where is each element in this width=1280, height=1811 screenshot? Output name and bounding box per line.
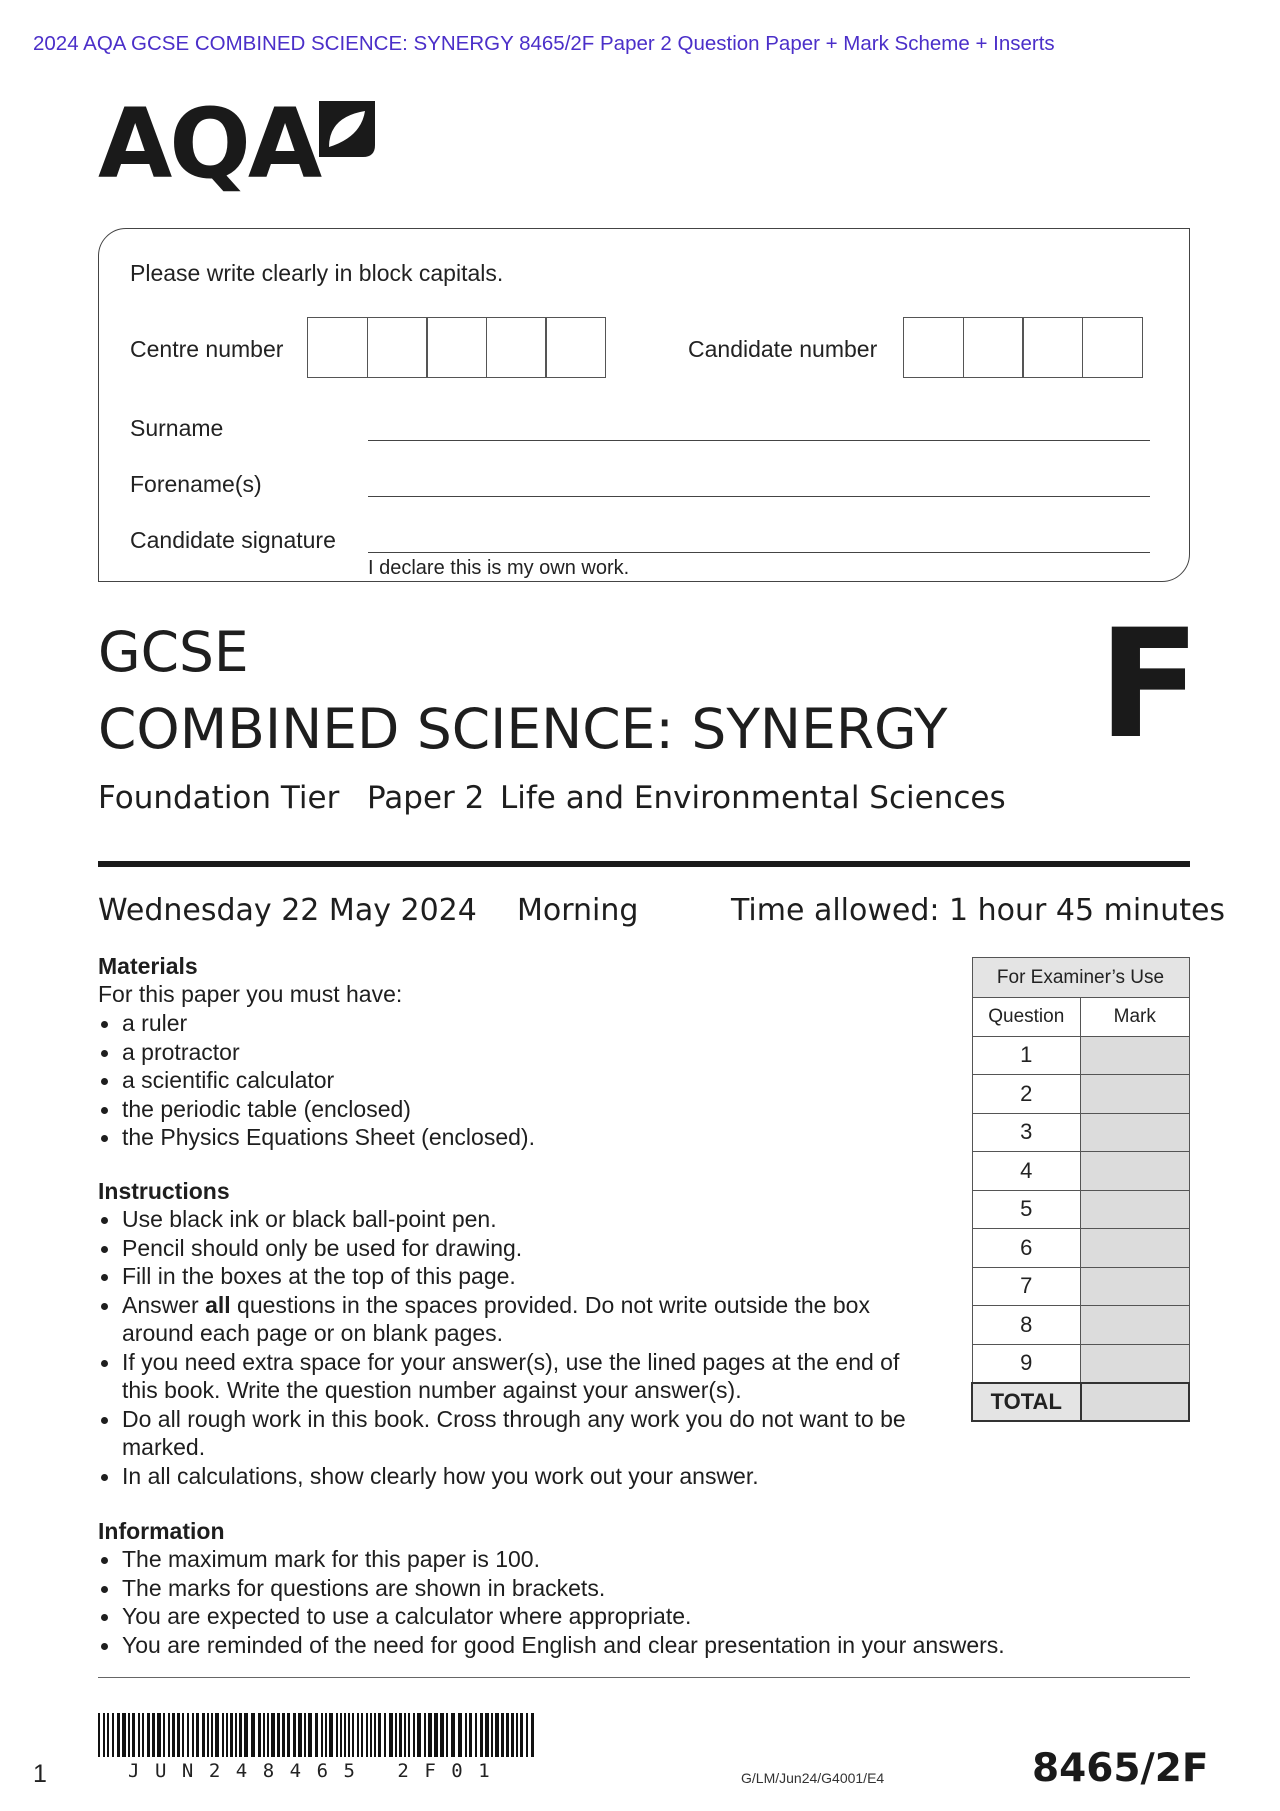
barcode-bar	[163, 1713, 165, 1757]
barcode-bar	[282, 1713, 285, 1757]
barcode-bar	[465, 1713, 467, 1757]
answer-rest: questions in the spaces provided. Do not write outside the box around each page or on blank pages.	[122, 1291, 870, 1346]
barcode-bar	[196, 1713, 199, 1757]
examiner-table-title: For Examiner’s Use	[972, 958, 1189, 998]
list-item: Do all rough work in this book. Cross through any work you do not want to be marked.	[98, 1405, 938, 1462]
page-number: 1	[33, 1760, 47, 1788]
barcode-bar	[293, 1713, 296, 1757]
barcode-bar	[172, 1713, 175, 1757]
candidate-number-digit-box[interactable]	[1022, 317, 1083, 378]
question-number: 2	[972, 1075, 1081, 1114]
barcode-bar	[147, 1713, 150, 1757]
title-divider	[98, 861, 1190, 867]
qualification-title: GCSE	[98, 620, 249, 684]
mark-cell[interactable]	[1081, 1075, 1190, 1114]
barcode-bar	[348, 1713, 350, 1757]
barcode-bar	[520, 1713, 523, 1757]
barcode-bar	[263, 1713, 265, 1757]
list-item: The maximum mark for this paper is 100.	[98, 1545, 1178, 1574]
list-item: The marks for questions are shown in brackets.	[98, 1574, 1178, 1603]
candidate-number-label: Candidate number	[688, 336, 878, 362]
barcode-bar	[501, 1713, 504, 1757]
surname-label: Surname	[130, 415, 224, 441]
barcode-bar	[251, 1713, 255, 1757]
centre-number-digit-box[interactable]	[486, 317, 547, 378]
paper-subject-label: Life and Environmental Sciences	[500, 780, 1006, 816]
mark-cell[interactable]	[1081, 1113, 1190, 1152]
list-item: You are expected to use a calculator where appropriate.	[98, 1602, 1178, 1631]
barcode-bar	[340, 1713, 342, 1757]
centre-number-digit-box[interactable]	[545, 317, 606, 378]
barcode-bar	[531, 1713, 534, 1757]
barcode-bar	[287, 1713, 290, 1757]
barcode-bar	[469, 1713, 472, 1757]
mark-cell[interactable]	[1081, 1036, 1190, 1075]
mark-cell[interactable]	[1081, 1152, 1190, 1191]
subject-title: COMBINED SCIENCE: SYNERGY	[98, 697, 948, 761]
barcode-bar	[239, 1713, 242, 1757]
exam-session: Morning	[517, 893, 639, 928]
barcode-bar	[222, 1713, 224, 1757]
barcode-icon	[98, 1713, 538, 1757]
list-item: In all calculations, show clearly how you work out your answer.	[98, 1462, 938, 1491]
barcode-bar	[446, 1713, 448, 1757]
barcode-bar	[336, 1713, 338, 1757]
barcode-bar	[361, 1713, 363, 1757]
question-number: 4	[972, 1152, 1081, 1191]
barcode-bar	[506, 1713, 509, 1757]
answer-emphasis: all	[205, 1291, 231, 1318]
barcode-bar	[187, 1713, 189, 1757]
tier-label: Foundation Tier	[98, 780, 340, 816]
centre-number-digit-box[interactable]	[367, 317, 428, 378]
barcode-bar	[321, 1713, 323, 1757]
question-number: 6	[972, 1229, 1081, 1268]
barcode-bar	[138, 1713, 140, 1757]
barcode-bar	[491, 1713, 493, 1757]
barcode-bar	[451, 1713, 455, 1757]
barcode-bar	[378, 1713, 381, 1757]
barcode-bar	[352, 1713, 354, 1757]
barcode-bar	[192, 1713, 194, 1757]
barcode-bar	[370, 1713, 372, 1757]
list-item: the periodic table (enclosed)	[98, 1095, 938, 1124]
barcode-bar	[526, 1713, 528, 1757]
instructions-section	[98, 1178, 938, 1490]
information-heading: Information	[98, 1518, 225, 1544]
barcode-bar	[103, 1713, 105, 1757]
exam-date: Wednesday 22 May 2024	[98, 893, 477, 928]
mark-cell[interactable]	[1081, 1306, 1190, 1345]
candidate-number-boxes[interactable]	[903, 317, 1143, 378]
barcode-bar	[152, 1713, 155, 1757]
total-label: TOTAL	[972, 1383, 1081, 1422]
barcode-bar	[235, 1713, 237, 1757]
aqa-logo	[98, 88, 320, 200]
barcode-bar	[344, 1713, 346, 1757]
barcode-bar	[112, 1713, 114, 1757]
barcode-bar	[211, 1713, 213, 1757]
footer-divider	[98, 1677, 1190, 1678]
barcode-bar	[215, 1713, 219, 1757]
barcode-bar	[399, 1713, 402, 1757]
barcode-bar	[389, 1713, 393, 1757]
barcode-bar	[298, 1713, 302, 1757]
list-item: Use black ink or black ball-point pen.	[98, 1205, 938, 1234]
barcode-bar	[168, 1713, 170, 1757]
barcode-bar	[485, 1713, 489, 1757]
materials-intro: For this paper you must have:	[98, 981, 403, 1007]
barcode-bar	[374, 1713, 376, 1757]
barcode-bar	[428, 1713, 432, 1757]
barcode-bar	[128, 1713, 130, 1757]
mark-cell[interactable]	[1081, 1344, 1190, 1383]
list-item: Pencil should only be used for drawing.	[98, 1234, 938, 1263]
barcode-bar	[325, 1713, 327, 1757]
barcode-bar	[98, 1713, 100, 1757]
barcode-bar	[277, 1713, 280, 1757]
aqa-logo-text: AQA	[98, 88, 320, 200]
barcode-bar	[117, 1713, 120, 1757]
barcode-bar	[424, 1713, 426, 1757]
mark-cell[interactable]	[1081, 1229, 1190, 1268]
barcode-bar	[182, 1713, 184, 1757]
total-mark-cell[interactable]	[1081, 1383, 1190, 1422]
declaration-text: I declare this is my own work.	[368, 557, 630, 579]
barcode-bar	[404, 1713, 406, 1757]
barcode-bar	[304, 1713, 306, 1757]
materials-heading: Materials	[98, 953, 198, 979]
document-title-link[interactable]: 2024 AQA GCSE COMBINED SCIENCE: SYNERGY 8465/2F Paper 2 Question Paper + Mark Scheme + Inserts	[33, 32, 1055, 55]
paper-label: Paper 2	[367, 780, 485, 816]
answer-prefix: Answer	[122, 1291, 206, 1318]
candidate-number-digit-box[interactable]	[903, 317, 964, 378]
centre-number-label: Centre number	[130, 336, 284, 362]
barcode-bar	[413, 1713, 415, 1757]
barcode-bar	[230, 1713, 233, 1757]
examiner-use-table	[971, 957, 1190, 1422]
question-number: 7	[972, 1267, 1081, 1306]
barcode-bar	[157, 1713, 161, 1757]
barcode-bar	[511, 1713, 514, 1757]
list-item: You are reminded of the need for good English and clear presentation in your answers.	[98, 1631, 1178, 1660]
barcode-bar	[177, 1713, 180, 1757]
tier-letter: F	[1098, 598, 1201, 772]
barcode-bar	[308, 1713, 312, 1757]
barcode-text: JUN248465 2F01	[128, 1760, 506, 1782]
forenames-field[interactable]	[368, 496, 1150, 497]
barcode-bar	[475, 1713, 477, 1757]
question-number: 1	[972, 1036, 1081, 1075]
barcode-bar	[107, 1713, 109, 1757]
centre-number-digit-box[interactable]	[426, 317, 487, 378]
barcode-bar	[122, 1713, 126, 1757]
list-item: Fill in the boxes at the top of this page.	[98, 1262, 938, 1291]
information-section	[98, 1518, 1178, 1659]
information-list	[98, 1545, 1178, 1659]
barcode-bar	[516, 1713, 518, 1757]
barcode-bar	[366, 1713, 368, 1757]
barcode-bar	[357, 1713, 359, 1757]
question-number: 3	[972, 1113, 1081, 1152]
barcode-bar	[329, 1713, 333, 1757]
paper-code: 8465/2F	[1032, 1746, 1209, 1791]
barcode-bar	[458, 1713, 462, 1757]
list-item: a protractor	[98, 1038, 938, 1067]
list-item	[98, 1291, 938, 1348]
mark-column-header: Mark	[1081, 998, 1190, 1037]
centre-number-boxes[interactable]	[307, 317, 606, 378]
candidate-number-digit-box[interactable]	[963, 317, 1024, 378]
barcode-bar	[408, 1713, 410, 1757]
materials-list	[98, 1009, 938, 1152]
question-number: 5	[972, 1190, 1081, 1229]
list-item: If you need extra space for your answer(s), use the lined pages at the end of this book. Write the question number against your answer(s).	[98, 1348, 938, 1405]
signature-label: Candidate signature	[130, 527, 336, 553]
barcode-bar	[244, 1713, 248, 1757]
aqa-logo-mark-icon	[315, 97, 379, 161]
forenames-label: Forename(s)	[130, 471, 262, 497]
barcode-bar	[258, 1713, 261, 1757]
barcode-bar	[315, 1713, 318, 1757]
mark-cell[interactable]	[1081, 1267, 1190, 1306]
barcode-bar	[202, 1713, 205, 1757]
barcode-bar	[384, 1713, 386, 1757]
materials-section	[98, 953, 938, 1152]
time-allowed: Time allowed: 1 hour 45 minutes	[731, 893, 1226, 928]
mark-cell[interactable]	[1081, 1190, 1190, 1229]
barcode-bar	[142, 1713, 144, 1757]
barcode-bar	[495, 1713, 499, 1757]
barcode-bar	[480, 1713, 483, 1757]
barcode-bar	[132, 1713, 135, 1757]
instructions-list	[98, 1205, 938, 1490]
block-capitals-instruction: Please write clearly in block capitals.	[130, 260, 504, 286]
reference-code: G/LM/Jun24/G4001/E4	[741, 1770, 885, 1786]
candidate-number-digit-box[interactable]	[1082, 317, 1143, 378]
barcode-bar	[440, 1713, 444, 1757]
barcode-bar	[226, 1713, 228, 1757]
question-column-header: Question	[972, 998, 1081, 1037]
question-number: 8	[972, 1306, 1081, 1345]
list-item: the Physics Equations Sheet (enclosed).	[98, 1123, 938, 1152]
instructions-heading: Instructions	[98, 1178, 230, 1204]
centre-number-digit-box[interactable]	[307, 317, 368, 378]
signature-field[interactable]	[368, 552, 1150, 553]
question-number: 9	[972, 1344, 1081, 1383]
list-item: a scientific calculator	[98, 1066, 938, 1095]
surname-field[interactable]	[368, 440, 1150, 441]
barcode-bar	[207, 1713, 209, 1757]
barcode-bar	[395, 1713, 397, 1757]
barcode-bar	[267, 1713, 269, 1757]
barcode-bar	[434, 1713, 438, 1757]
barcode-bar	[271, 1713, 275, 1757]
barcode-bar	[417, 1713, 421, 1757]
list-item: a ruler	[98, 1009, 938, 1038]
